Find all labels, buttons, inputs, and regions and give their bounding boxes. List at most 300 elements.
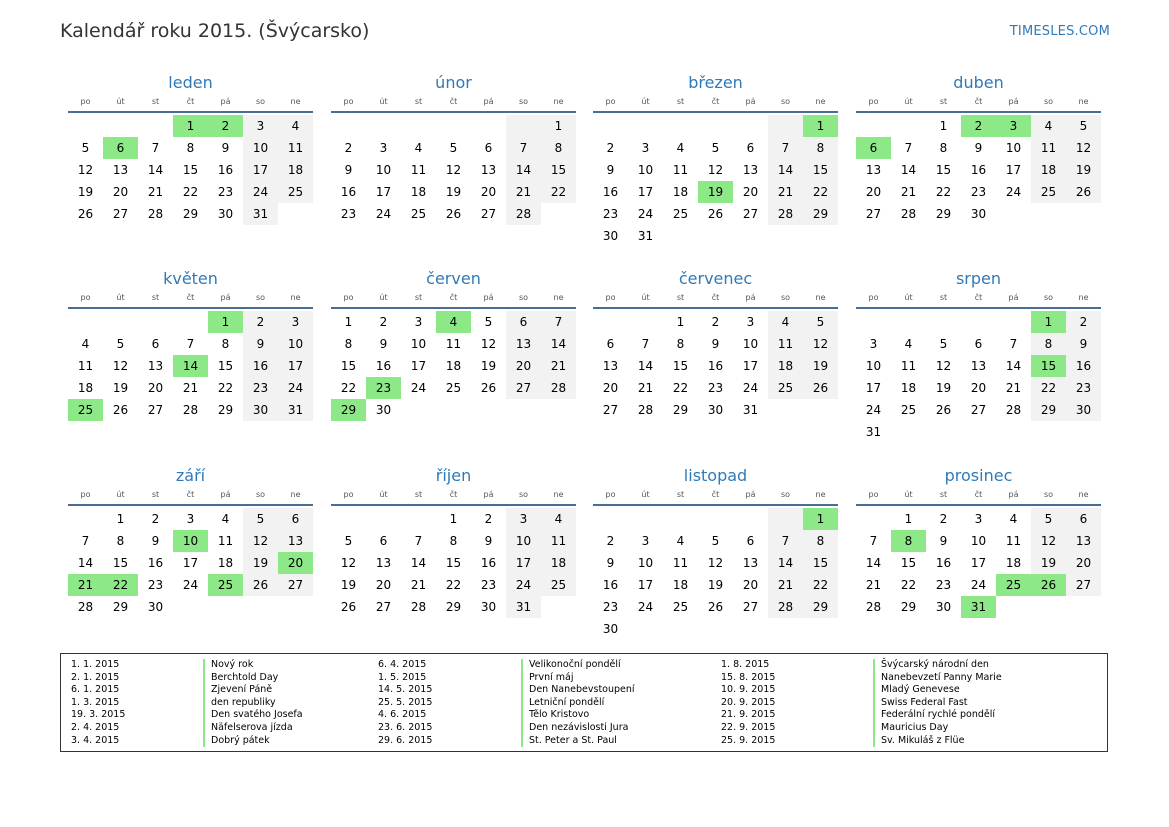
- holiday-day-cell: 3: [996, 115, 1031, 137]
- holiday-day-cell: 14: [173, 355, 208, 377]
- day-cell: 22: [803, 574, 838, 596]
- weekday-label: po: [343, 97, 354, 106]
- weekday-label: ne: [1078, 293, 1089, 302]
- day-cell: 22: [541, 181, 576, 203]
- legend-date: 1. 3. 2015: [71, 696, 120, 708]
- empty-cell: [138, 311, 173, 333]
- day-cell: 12: [1031, 530, 1066, 552]
- legend-dates-col-1: [71, 659, 125, 747]
- day-cell: 5: [344, 534, 353, 548]
- month-květen: [68, 268, 313, 421]
- day-cell: 2: [243, 311, 278, 333]
- day-cell: 19: [707, 578, 724, 592]
- day-cell: 10: [506, 530, 541, 552]
- day-cell: 15: [803, 552, 838, 574]
- day-cell: 3: [278, 311, 313, 333]
- header-rule: [331, 307, 576, 309]
- day-cell: 2: [1066, 311, 1101, 333]
- day-cell: 19: [1031, 552, 1066, 574]
- day-cell: 16: [707, 359, 724, 373]
- day-cell: 12: [707, 556, 724, 570]
- day-cell: 27: [970, 403, 987, 417]
- weekday-header: [856, 290, 1101, 305]
- day-cell: 3: [186, 512, 195, 526]
- day-cell: 12: [243, 530, 278, 552]
- day-cell: 29: [900, 600, 917, 614]
- header-rule: [68, 111, 313, 113]
- day-cell: 2: [151, 512, 160, 526]
- day-cell: 12: [445, 163, 462, 177]
- month-leden: [68, 72, 313, 225]
- day-cell: 1: [676, 315, 685, 329]
- weekday-header: [68, 487, 313, 502]
- weekday-label: st: [414, 97, 423, 106]
- holiday-day-cell: 1: [208, 311, 243, 333]
- weekday-label: so: [518, 490, 529, 499]
- empty-cell: [926, 311, 961, 333]
- day-cell: 24: [742, 381, 759, 395]
- day-cell: 20: [865, 185, 882, 199]
- day-cell: 8: [803, 530, 838, 552]
- empty-cell: [103, 115, 138, 137]
- day-cell: 20: [970, 381, 987, 395]
- legend-date: 20. 9. 2015: [721, 696, 776, 708]
- day-cell: 21: [637, 381, 654, 395]
- day-cell: 17: [1005, 163, 1022, 177]
- weekday-label: po: [80, 293, 91, 302]
- holiday-day-cell: 1: [803, 115, 838, 137]
- day-cell: 15: [112, 556, 129, 570]
- day-cell: 6: [1066, 508, 1101, 530]
- empty-cell: [856, 115, 891, 137]
- weekday-label: pá: [483, 97, 494, 106]
- holiday-legend: [60, 653, 1108, 752]
- weekday-label: ne: [553, 293, 564, 302]
- empty-cell: [628, 115, 663, 137]
- day-cell: 28: [182, 403, 199, 417]
- day-cell: 8: [116, 534, 125, 548]
- day-cell: 23: [217, 185, 234, 199]
- day-cell: 28: [637, 403, 654, 417]
- day-cell: 28: [506, 203, 541, 225]
- weekday-label: so: [780, 293, 791, 302]
- day-cell: 29: [112, 600, 129, 614]
- day-cell: 30: [707, 403, 724, 417]
- day-cell: 29: [182, 207, 199, 221]
- empty-cell: [138, 115, 173, 137]
- day-cell: 5: [711, 141, 720, 155]
- day-cell: 25: [410, 207, 427, 221]
- day-cell: 10: [970, 534, 987, 548]
- day-cell: 30: [243, 399, 278, 421]
- day-cell: 21: [541, 355, 576, 377]
- day-cell: 21: [147, 185, 164, 199]
- day-cell: 24: [243, 181, 278, 203]
- day-cell: 28: [410, 600, 427, 614]
- month-name: květen: [163, 269, 218, 288]
- day-cell: 30: [217, 207, 234, 221]
- legend-holiday-name: Švýcarský národní den: [873, 659, 1002, 672]
- weekday-label: so: [518, 97, 529, 106]
- day-cell: 27: [112, 207, 129, 221]
- weekday-label: so: [255, 293, 266, 302]
- day-cell: 11: [445, 337, 462, 351]
- day-cell: 25: [672, 207, 689, 221]
- empty-cell: [663, 115, 698, 137]
- day-cell: 16: [147, 556, 164, 570]
- holiday-day-cell: 6: [856, 137, 891, 159]
- holiday-day-cell: 19: [698, 181, 733, 203]
- day-cell: 7: [151, 141, 160, 155]
- day-cell: 17: [742, 359, 759, 373]
- legend-date: 1. 5. 2015: [378, 671, 427, 683]
- day-cell: 10: [637, 556, 654, 570]
- empty-cell: [68, 311, 103, 333]
- holiday-day-cell: 1: [803, 508, 838, 530]
- day-cell: 19: [77, 185, 94, 199]
- day-cell: 30: [147, 600, 164, 614]
- day-cell: 24: [410, 381, 427, 395]
- day-cell: 4: [1009, 512, 1018, 526]
- month-name: červenec: [678, 269, 753, 288]
- weekday-label: po: [605, 293, 616, 302]
- empty-cell: [733, 115, 768, 137]
- weekday-label: ne: [553, 97, 564, 106]
- legend-names-col-2: [521, 659, 635, 747]
- day-cell: 17: [375, 185, 392, 199]
- day-cell: 27: [375, 600, 392, 614]
- weekday-label: so: [780, 97, 791, 106]
- day-cell: 17: [243, 159, 278, 181]
- weekday-label: čt: [449, 293, 458, 302]
- weekday-label: čt: [711, 97, 720, 106]
- legend-names-col-3: [873, 659, 1002, 747]
- day-cell: 30: [602, 229, 619, 243]
- day-cell: 18: [217, 556, 234, 570]
- day-cell: 10: [278, 333, 313, 355]
- legend-holiday-name: Mladý Genevese: [873, 684, 1002, 697]
- day-cell: 13: [375, 556, 392, 570]
- holiday-day-cell: 31: [961, 596, 996, 618]
- holiday-day-cell: 23: [366, 377, 401, 399]
- day-cell: 10: [243, 137, 278, 159]
- weekday-label: ne: [553, 490, 564, 499]
- day-cell: 15: [900, 556, 917, 570]
- day-grid: [68, 311, 313, 421]
- day-cell: 7: [768, 530, 803, 552]
- page-title: Kalendář roku 2015. (Švýcarsko): [60, 20, 370, 42]
- legend-holiday-name: Velikonoční pondělí: [521, 659, 635, 672]
- day-cell: 28: [1005, 403, 1022, 417]
- legend-holiday-name: Berchtold Day: [203, 672, 303, 685]
- weekday-label: st: [939, 97, 948, 106]
- weekday-label: ne: [290, 293, 301, 302]
- day-cell: 3: [974, 512, 983, 526]
- day-cell: 17: [182, 556, 199, 570]
- weekday-label: ne: [290, 97, 301, 106]
- month-name: listopad: [683, 466, 748, 485]
- day-cell: 14: [637, 359, 654, 373]
- day-cell: 31: [506, 596, 541, 618]
- site-link[interactable]: TIMESLES.COM: [1009, 24, 1110, 39]
- day-cell: 8: [186, 141, 195, 155]
- weekday-label: po: [605, 97, 616, 106]
- day-cell: 7: [641, 337, 650, 351]
- weekday-label: út: [641, 293, 650, 302]
- month-březen: [593, 72, 838, 247]
- day-cell: 30: [602, 622, 619, 636]
- weekday-label: po: [80, 97, 91, 106]
- day-cell: 15: [672, 359, 689, 373]
- day-cell: 27: [147, 403, 164, 417]
- day-cell: 30: [970, 207, 987, 221]
- day-cell: 20: [375, 578, 392, 592]
- weekday-header: [856, 94, 1101, 109]
- day-grid: [331, 311, 576, 421]
- day-cell: 9: [151, 534, 160, 548]
- day-cell: 7: [904, 141, 913, 155]
- day-cell: 6: [151, 337, 160, 351]
- day-cell: 12: [77, 163, 94, 177]
- legend-date: 23. 6. 2015: [378, 721, 433, 733]
- day-cell: 22: [1031, 377, 1066, 399]
- weekday-label: so: [255, 490, 266, 499]
- day-cell: 24: [182, 578, 199, 592]
- day-cell: 24: [278, 377, 313, 399]
- day-cell: 30: [935, 600, 952, 614]
- holiday-day-cell: 10: [173, 530, 208, 552]
- legend-holiday-name: Nový rok: [203, 659, 303, 672]
- day-cell: 22: [803, 181, 838, 203]
- day-cell: 9: [484, 534, 493, 548]
- day-grid: [856, 311, 1101, 443]
- day-cell: 28: [768, 596, 803, 618]
- weekday-label: čt: [711, 293, 720, 302]
- weekday-header: [856, 487, 1101, 502]
- day-cell: 9: [606, 556, 615, 570]
- day-cell: 5: [803, 311, 838, 333]
- day-cell: 25: [541, 574, 576, 596]
- day-cell: 20: [112, 185, 129, 199]
- empty-cell: [593, 508, 628, 530]
- day-cell: 13: [1066, 530, 1101, 552]
- legend-date: 2. 4. 2015: [71, 721, 120, 733]
- weekday-label: čt: [974, 97, 983, 106]
- empty-cell: [996, 311, 1031, 333]
- weekday-label: pá: [745, 490, 756, 499]
- day-cell: 8: [803, 137, 838, 159]
- day-cell: 29: [935, 207, 952, 221]
- day-cell: 15: [340, 359, 357, 373]
- day-cell: 27: [1066, 574, 1101, 596]
- day-cell: 17: [970, 556, 987, 570]
- day-cell: 10: [865, 359, 882, 373]
- day-cell: 8: [344, 337, 353, 351]
- day-cell: 4: [81, 337, 90, 351]
- day-cell: 13: [742, 556, 759, 570]
- day-cell: 3: [746, 315, 755, 329]
- day-cell: 18: [1005, 556, 1022, 570]
- day-cell: 17: [410, 359, 427, 373]
- day-cell: 26: [243, 574, 278, 596]
- day-cell: 7: [506, 137, 541, 159]
- empty-cell: [366, 115, 401, 137]
- holiday-day-cell: 1: [173, 115, 208, 137]
- empty-cell: [628, 508, 663, 530]
- day-cell: 18: [1031, 159, 1066, 181]
- day-cell: 6: [746, 141, 755, 155]
- weekday-label: út: [116, 97, 125, 106]
- weekday-label: po: [343, 293, 354, 302]
- weekday-label: so: [518, 293, 529, 302]
- weekday-label: ne: [815, 97, 826, 106]
- day-cell: 15: [803, 159, 838, 181]
- day-cell: 4: [676, 141, 685, 155]
- day-cell: 18: [672, 185, 689, 199]
- day-cell: 17: [637, 185, 654, 199]
- day-cell: 1: [116, 512, 125, 526]
- day-cell: 4: [221, 512, 230, 526]
- legend-holiday-name: Dobrý pátek: [203, 735, 303, 748]
- day-cell: 8: [449, 534, 458, 548]
- weekday-label: út: [904, 97, 913, 106]
- empty-cell: [331, 115, 366, 137]
- day-cell: 28: [768, 203, 803, 225]
- legend-holiday-name: Tělo Kristovo: [521, 709, 635, 722]
- empty-cell: [68, 508, 103, 530]
- day-cell: 27: [602, 403, 619, 417]
- day-cell: 2: [379, 315, 388, 329]
- weekday-label: pá: [745, 293, 756, 302]
- day-cell: 7: [869, 534, 878, 548]
- day-cell: 5: [81, 141, 90, 155]
- month-únor: [331, 72, 576, 225]
- day-cell: 21: [768, 574, 803, 596]
- header-rule: [593, 504, 838, 506]
- day-cell: 19: [340, 578, 357, 592]
- day-cell: 9: [221, 141, 230, 155]
- legend-holiday-name: První máj: [521, 672, 635, 685]
- month-srpen: [856, 268, 1101, 443]
- weekday-label: st: [939, 490, 948, 499]
- day-cell: 19: [112, 381, 129, 395]
- month-name: leden: [168, 73, 213, 92]
- weekday-label: út: [641, 97, 650, 106]
- day-cell: 23: [340, 207, 357, 221]
- day-cell: 23: [602, 207, 619, 221]
- month-name: srpen: [955, 269, 1002, 288]
- weekday-label: čt: [449, 490, 458, 499]
- day-cell: 19: [243, 552, 278, 574]
- day-cell: 5: [711, 534, 720, 548]
- day-cell: 23: [1066, 377, 1101, 399]
- weekday-label: út: [116, 293, 125, 302]
- day-cell: 8: [541, 137, 576, 159]
- day-cell: 13: [742, 163, 759, 177]
- header-rule: [68, 307, 313, 309]
- day-cell: 8: [939, 141, 948, 155]
- day-cell: 16: [375, 359, 392, 373]
- day-cell: 21: [900, 185, 917, 199]
- day-cell: 17: [865, 381, 882, 395]
- empty-cell: [103, 311, 138, 333]
- day-cell: 17: [278, 355, 313, 377]
- day-cell: 9: [606, 163, 615, 177]
- day-cell: 16: [602, 578, 619, 592]
- day-cell: 25: [768, 377, 803, 399]
- day-cell: 9: [243, 333, 278, 355]
- day-cell: 2: [711, 315, 720, 329]
- weekday-label: čt: [186, 293, 195, 302]
- holiday-day-cell: 2: [961, 115, 996, 137]
- weekday-label: pá: [483, 490, 494, 499]
- day-cell: 25: [1031, 181, 1066, 203]
- day-cell: 12: [112, 359, 129, 373]
- day-cell: 26: [803, 377, 838, 399]
- day-cell: 24: [637, 600, 654, 614]
- day-cell: 10: [1005, 141, 1022, 155]
- day-cell: 5: [484, 315, 493, 329]
- day-cell: 3: [641, 534, 650, 548]
- day-cell: 29: [672, 403, 689, 417]
- legend-holiday-name: Den svatého Josefa: [203, 709, 303, 722]
- legend-date: 15. 8. 2015: [721, 671, 776, 683]
- day-cell: 4: [676, 534, 685, 548]
- day-cell: 9: [939, 534, 948, 548]
- day-cell: 19: [445, 185, 462, 199]
- weekday-label: pá: [220, 293, 231, 302]
- holiday-day-cell: 6: [103, 137, 138, 159]
- day-cell: 29: [217, 403, 234, 417]
- empty-cell: [856, 508, 891, 530]
- header-rule: [68, 504, 313, 506]
- empty-cell: [366, 508, 401, 530]
- day-cell: 21: [1005, 381, 1022, 395]
- legend-date: 22. 9. 2015: [721, 721, 776, 733]
- day-cell: 2: [484, 512, 493, 526]
- weekday-label: út: [379, 97, 388, 106]
- day-cell: 31: [243, 203, 278, 225]
- weekday-header: [331, 94, 576, 109]
- legend-holiday-name: Swiss Federal Fast: [873, 697, 1002, 710]
- day-cell: 5: [1066, 115, 1101, 137]
- day-cell: 26: [112, 403, 129, 417]
- day-cell: 14: [1005, 359, 1022, 373]
- legend-date: 25. 9. 2015: [721, 734, 776, 746]
- legend-holiday-name: Zjevení Páně: [203, 684, 303, 697]
- legend-date: 4. 6. 2015: [378, 709, 427, 721]
- month-name: březen: [688, 73, 743, 92]
- legend-holiday-name: Mauricius Day: [873, 722, 1002, 735]
- day-cell: 13: [112, 163, 129, 177]
- day-cell: 14: [506, 159, 541, 181]
- day-cell: 6: [746, 534, 755, 548]
- weekday-header: [331, 290, 576, 305]
- weekday-label: čt: [974, 293, 983, 302]
- day-cell: 27: [480, 207, 497, 221]
- day-cell: 5: [1031, 508, 1066, 530]
- legend-date: 14. 5. 2015: [378, 684, 433, 696]
- day-cell: 9: [974, 141, 983, 155]
- empty-cell: [401, 508, 436, 530]
- month-name: únor: [435, 73, 472, 92]
- header-rule: [331, 504, 576, 506]
- legend-holiday-name: den republiky: [203, 697, 303, 710]
- day-cell: 19: [480, 359, 497, 373]
- weekday-label: út: [904, 490, 913, 499]
- legend-date: 10. 9. 2015: [721, 684, 776, 696]
- day-cell: 4: [1031, 115, 1066, 137]
